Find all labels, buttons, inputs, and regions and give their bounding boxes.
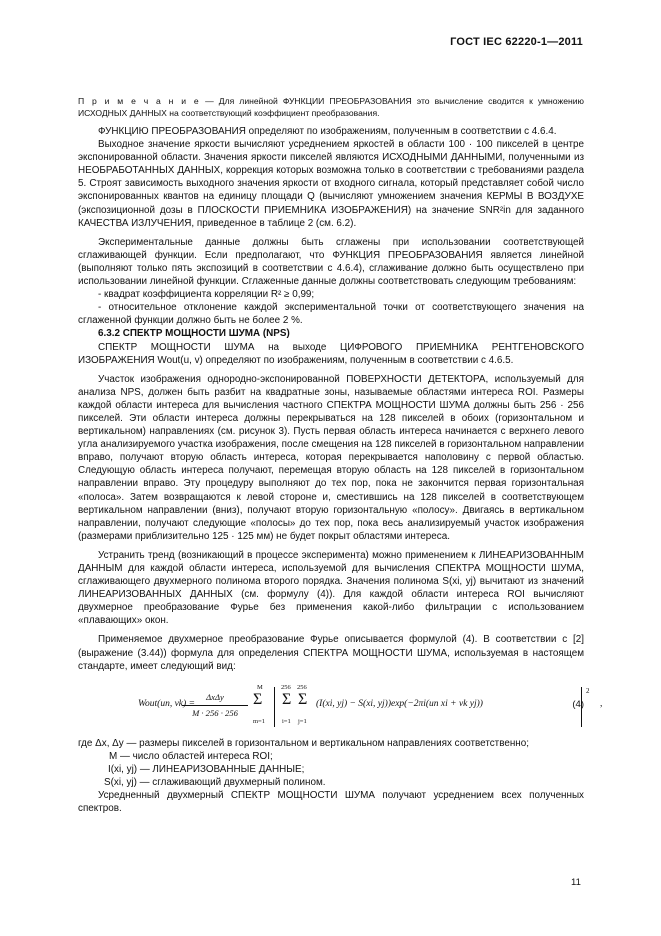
paragraph-1: ФУНКЦИЮ ПРЕОБРАЗОВАНИЯ определяют по изображениям, полученным в соответствии с 4.6.4. <box>98 126 557 137</box>
note-label: П р и м е ч а н и е <box>78 96 201 106</box>
formula-power: 2 <box>586 686 590 695</box>
sum-j-symbol: Σ <box>298 690 308 708</box>
paragraph-4: СПЕКТР МОЩНОСТИ ШУМА на выходе ЦИФРОВОГО ПРИЕМНИКА РЕНТГЕНОВСКОГО ИЗОБРАЖЕНИЯ Wout(u, v) определяют по изображениям, полученным в соответствии с 4.6.5. <box>78 341 584 366</box>
paragraph-3: Экспериментальные данные должны быть сглажены при использовании соответствующей сглаживающей функции. Если предполагают, что ФУНКЦИЯ ПРЕОБРАЗОВАНИЯ является линейной (выполняют только пять экспозиций в соответствии с 4.6.4), сглаживание должно быть осуществлено при использовании линейной функции. Сглаженные данные должны соответствовать следующим требованиям: <box>78 236 584 288</box>
formula-body: (I(xi, yj) − S(xi, yj))exp(−2πi(un xi + vk yj)) <box>316 698 483 709</box>
formula-denominator: M · 256 · 256 <box>192 707 238 718</box>
sum-outer-top: M <box>257 683 263 691</box>
note-text: — Для линейной ФУНКЦИИ ПРЕОБРАЗОВАНИЯ это вычисление сводится к умножению ИСХОДНЫХ ДАННЫХ на соответствующий коэффициент преобразования. <box>78 96 584 118</box>
standard-header: ГОСТ IEC 62220-1—2011 <box>450 36 583 48</box>
formula-end: , <box>600 698 603 709</box>
sum-j-top: 256 <box>297 683 307 691</box>
paragraph-5: Участок изображения однородно-экспонированной ПОВЕРХНОСТИ ДЕТЕКТОРА, используемый для анализа NPS, должен быть разбит на квадратные зоны, называемые областями интереса ROI. Размеры каждой области интереса для вычисления частного СПЕКТРА МОЩНОСТИ ШУМА должны быть 256 · 256 пикселей. Эти области интереса должны перекрываться на 128 пикселей в обоих (горизонтальном и вертикальном) направлениях (см. рисунок 3). Пусть первая область интереса начинается с верхнего левого угла анализируемого участка изображения, после смещения на 128 пикселей в горизонтальном направлении вправо, получают вторую область интереса, которая перекрывается наполовину с первой областью. Следующую область интереса получают, перемещая вторую область на 128 пикселей в горизонтальном направлении вправо. Эту процедуру выполняют до тех пор, пока не закончится первая горизонтальная «полоса». Затем возвращаются к левой стороне и, сместившись на 128 пикселей в соответствующем вертикальном направлении (вниз), получают вторую горизонтальную «полосу». Двигаясь в вертикальном направлении, получают следующие «полосы» до тех пор, пока весь анализируемый участок изображения (размерами приблизительно 125 · 125 мм) не будет покрыт областями интереса. <box>78 373 584 542</box>
sum-outer-bottom: m=1 <box>253 717 265 725</box>
formula-numerator: ΔxΔy <box>182 691 248 706</box>
sum-i-symbol: Σ <box>282 690 292 708</box>
paragraph-8: Усредненный двухмерный СПЕКТР МОЩНОСТИ ШУМА получают усреднением всех полученных спектров. <box>78 790 584 815</box>
section-heading: 6.3.2 СПЕКТР МОЩНОСТИ ШУМА (NPS) <box>98 328 290 340</box>
sum-i-bottom: i=1 <box>282 717 291 725</box>
paragraph-2: Выходное значение яркости вычисляют усреднением яркостей в области 100 · 100 пикселей в центре экспонированной области. Значения яркости пикселей являются ИСХОДНЫМИ ДАННЫМИ, полученными из НЕОБРАБОТАННЫХ ДАННЫХ, коррекция которых возможна только в соответствии с требованиями раздела 5. Строят зависимость выходного значения яркости от входного сигнала, который представляет собой число экспонированных квантов на единицу площади Q (вычисляют умножением значения КЕРМЫ В ВОЗДУХЕ (экспозиционной дозы в ПЛОСКОСТИ ПРИЕМНИКА ИЗОБРАЖЕНИЯ) на значение SNR²in для заданного КАЧЕСТВА ИЗЛУЧЕНИЯ, приведенное в таблице 2 (см. 6.2). <box>78 139 584 229</box>
page-number: 11 <box>571 877 581 888</box>
note <box>78 96 584 119</box>
definition-3: I(xi, yj) — ЛИНЕАРИЗОВАННЫЕ ДАННЫЕ; <box>108 763 305 775</box>
abs-bar-left <box>274 687 275 727</box>
formula-4 <box>78 679 603 733</box>
paragraph-6: Устранить тренд (возникающий в процессе эксперимента) можно применением к ЛИНЕАРИЗОВАННЫМ ДАННЫМ для каждой области интереса, используемой для вычисления СПЕКТРА МОЩНОСТИ ШУМА, сглаживающего двухмерного полинома второго порядка. Значения полинома S(xi, yj) вычитают из значений ЛИНЕАРИЗОВАННЫХ ДАННЫХ (см. формулу (4)). Для каждой области интереса ROI вычисляют двухмерное преобразование Фурье без применения какой-либо фильтрации с использованием «плавающих» окон. <box>78 549 584 627</box>
formula-lhs: Wout(un, vk) = <box>138 698 195 709</box>
sum-outer-symbol: Σ <box>253 690 263 708</box>
definitions <box>78 737 584 789</box>
definition-2: M — число областей интереса ROI; <box>109 750 273 762</box>
sum-i-top: 256 <box>281 683 291 691</box>
sum-j-bottom: j=1 <box>298 717 307 725</box>
bullet-2: - относительное отклонение каждой экспериментальной точки от соответствующего значения на сглаженной функции должно быть не более 2 %. <box>78 302 584 327</box>
definition-1: где Δx, Δy — размеры пикселей в горизонтальном и вертикальном направлениях соответственно; <box>78 737 529 749</box>
paragraph-7: Применяемое двухмерное преобразование Фурье описывается формулой (4). В соответствии с [2] (выражение (3.44)) формула для определения СПЕКТРА МОЩНОСТИ ШУМА, используемая в настоящем стандарте, имеет следующий вид: <box>78 634 584 672</box>
formula-number: (4) <box>572 698 584 710</box>
bullet-1: - квадрат коэффициента корреляции R² ≥ 0,99; <box>98 289 315 301</box>
formula-fraction <box>182 691 248 720</box>
page-body <box>78 96 603 815</box>
definition-4: S(xi, yj) — сглаживающий двухмерный полином. <box>104 777 326 789</box>
